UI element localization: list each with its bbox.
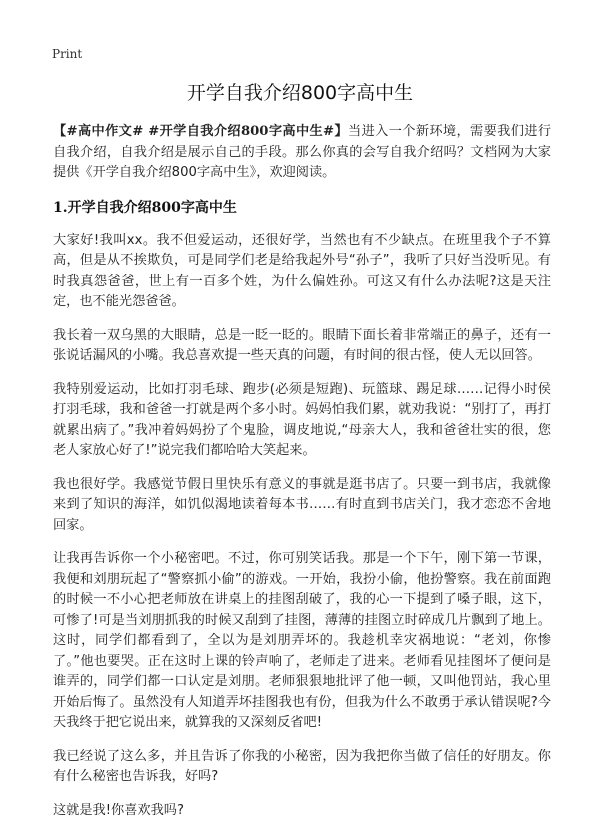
page-title: 开学自我介绍800字高中生 [186, 82, 414, 104]
intro-paragraph [53, 122, 551, 184]
body-paragraph-7: 这就是我!你喜欢我吗? [53, 802, 184, 818]
intro-text: 当进入一个新环境，需要我们进行自我介绍，自我介绍是展示自己的手段。那么你真的会写自我介绍吗？文档网为大家提供《开学自我介绍800字高中生》，欢迎阅读。 [53, 124, 552, 180]
print-link[interactable]: Print [52, 47, 83, 61]
body-paragraph-4: 我也很好学。我感觉节假日里快乐有意义的事就是逛书店了。只要一到书店，我就像来到了知识的海洋，如饥似渴地读着每本书……有时直到书店关门，我才恋恋不舍地回家。 [53, 476, 551, 533]
body-paragraph-3: 我特别爱运动，比如打羽毛球、跑步(必须是短跑)、玩篮球、踢足球……记得小时侯打羽毛球，我和爸爸一打就是两个多小时。妈妈怕我们累，就劝我说：“别打了，再打就累出病了。”我冲着妈妈扮了个鬼脸，调皮地说,“母亲大人，我和爸爸壮实的很，您老人家放心好了!”说完我们都哈哈大笑起来。 [53, 381, 551, 458]
body-paragraph-2: 我长着一双乌黑的大眼睛，总是一眨一眨的。眼睛下面长着非常端正的鼻子，还有一张说话漏风的小嘴。我总喜欢提一些天真的问题，有时间的很古怪，使人无以回答。 [53, 327, 551, 363]
article-tags: 【#高中作文# #开学自我介绍800字高中生#】 [53, 124, 349, 139]
body-paragraph-6: 我已经说了这么多，并且告诉了你我的小秘密，因为我把你当做了信任的好朋友。你有什么秘密也告诉我，好吗? [53, 748, 551, 784]
body-paragraph-1: 大家好!我叫xx。我不但爱运动，还很好学，当然也有不少缺点。在班里我个子不算高，但是从不挨欺负，可是同学们老是给我起外号“孙子”，我听了只好当没听见。有时我真怨爸爸，世上有一百多个姓，为什么偏姓孙。可这又有什么办法呢?这是天注定，也不能光怨爸爸。 [53, 232, 551, 309]
article-body [53, 122, 551, 834]
body-paragraph-5: 让我再告诉你一个小秘密吧。不过，你可别笑话我。那是一个下午，刚下第一节课，我便和刘朋玩起了“警察抓小偷”的游戏。一开始，我扮小偷，他扮警察。我在前面跑的时候一不小心把老师放在讲桌上的挂图刮破了，我的心一下提到了嗓子眼，这下，可惨了!可是当刘朋抓我的时候又刮到了挂图，薄薄的挂图立时碎成几片飘到了地上。这时，同学们都看到了，全以为是刘朋弄坏的。我趁机幸灾祸地说：“老刘，你惨了。”他也要哭。正在这时上课的铃声响了，老师走了进来。老师看见挂图坏了便问是谁弄的，同学们都一口认定是刘朋。老师狠狠地批评了他一顿，又叫他罚站，我心里开始后悔了。虽然没有人知道弄坏挂图我也有份，但我为什么不敢勇于承认错误呢?今天我终于把它说出来，就算我的又深刻反省吧! [53, 551, 551, 730]
section-heading: 1.开学自我介绍800字高中生 [53, 199, 237, 216]
